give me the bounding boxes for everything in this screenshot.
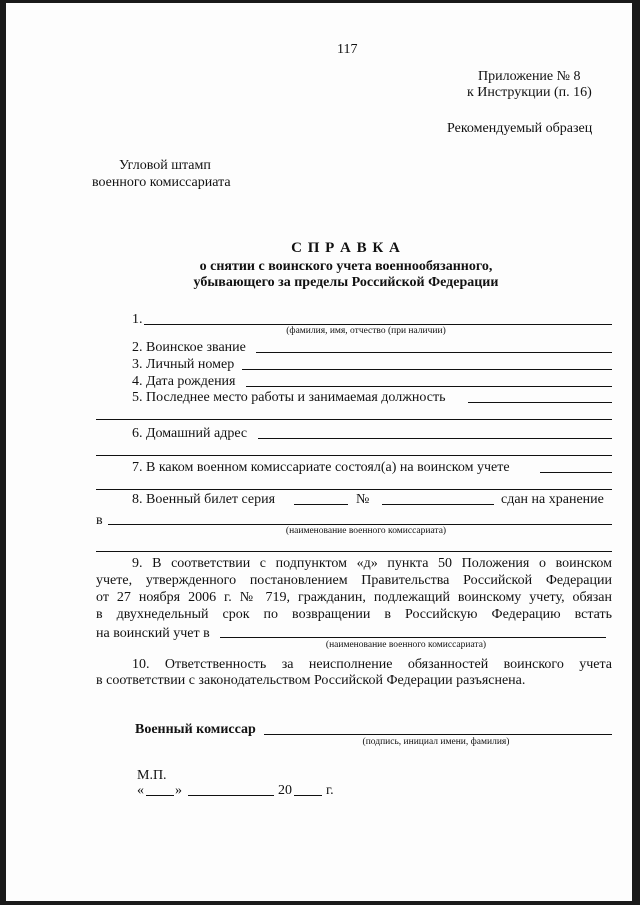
item-10-line1 xyxy=(96,656,612,674)
item-9-line1 xyxy=(96,555,612,573)
field-7-label: 7. В каком военном комиссариате состоял(а) на воинском учете xyxy=(132,460,510,475)
field-8-number-line xyxy=(382,504,494,505)
recommended-sample: Рекомендуемый образец xyxy=(447,121,593,136)
field-8-series-line xyxy=(294,504,348,505)
field-5-label: 5. Последнее место работы и занимаемая должность xyxy=(132,390,446,405)
document-title: С П Р А В К А xyxy=(291,240,401,256)
field-2-line xyxy=(256,352,612,353)
date-open-quote: « xyxy=(137,783,144,798)
item-9-text-1: 9. В соответствии с подпунктом «д» пункта 50 Положения о воинском xyxy=(132,556,612,571)
field-5-line xyxy=(468,402,612,403)
seal-label: М.П. xyxy=(137,768,167,783)
item-9-line2: учете, утвержденного постановлением Правительства Российской Федерации xyxy=(96,573,612,588)
item-9-commissariat-line xyxy=(220,637,606,638)
field-4-line xyxy=(246,386,612,387)
field-8-line-2 xyxy=(96,551,612,552)
date-year-line xyxy=(294,795,322,796)
appendix-number: Приложение № 8 xyxy=(478,69,581,84)
document-page xyxy=(6,3,632,901)
field-6-line-2 xyxy=(96,455,612,456)
date-close-quote: » xyxy=(175,783,182,798)
stamp-label-line2: военного комиссариата xyxy=(92,175,231,190)
page-number: 117 xyxy=(337,42,358,57)
field-3-line xyxy=(242,369,612,370)
field-4-label: 4. Дата рождения xyxy=(132,374,236,389)
document-subtitle-line2: убывающего за пределы Российской Федерации xyxy=(193,275,499,290)
item-9-line4: в двухнедельный срок по возвращении в Российскую Федерацию встать xyxy=(96,607,612,622)
field-8-number-sign: № xyxy=(356,492,370,507)
field-1-caption: (фамилия, имя, отчество (при наличии) xyxy=(286,326,446,336)
field-5-line-2 xyxy=(96,419,612,420)
field-3-label: 3. Личный номер xyxy=(132,357,235,372)
signature-caption: (подпись, инициал имени, фамилия) xyxy=(362,737,510,747)
field-8-in-label: в xyxy=(96,513,103,528)
item-9-line5: на воинский учет в xyxy=(96,626,210,641)
field-7-line xyxy=(540,472,612,473)
field-6-label: 6. Домашний адрес xyxy=(132,426,248,441)
signature-label: Военный комиссар xyxy=(135,722,256,737)
date-year-prefix: 20 xyxy=(278,783,292,798)
field-1-label: 1. xyxy=(132,312,143,327)
appendix-reference: к Инструкции (п. 16) xyxy=(467,85,592,100)
field-8-storage-label: сдан на хранение xyxy=(501,492,604,507)
field-8-caption: (наименование военного комиссариата) xyxy=(285,526,447,536)
field-7-line-2 xyxy=(96,489,612,490)
item-9-caption: (наименование военного комиссариата) xyxy=(325,640,487,650)
field-8-label: 8. Военный билет серия xyxy=(132,492,276,507)
field-1-line xyxy=(144,324,612,325)
stamp-label-line1: Угловой штамп xyxy=(119,158,211,173)
field-2-label: 2. Воинское звание xyxy=(132,340,246,355)
item-10-text-1: 10. Ответственность за неисполнение обязанностей воинского учета xyxy=(132,657,612,672)
date-month-line xyxy=(188,795,274,796)
field-8-commissariat-line xyxy=(108,524,612,525)
field-6-line xyxy=(258,438,612,439)
signature-line xyxy=(264,734,612,735)
item-10-line2: в соответствии с законодательством Российской Федерации разъяснена. xyxy=(96,673,526,688)
date-day-line xyxy=(146,795,174,796)
item-9-line3: от 27 ноября 2006 г. № 719, гражданин, подлежащий воинскому учету, обязан xyxy=(96,590,612,605)
document-subtitle-line1: о снятии с воинского учета военнообязанного, xyxy=(199,259,493,274)
date-year-suffix: г. xyxy=(326,783,334,798)
